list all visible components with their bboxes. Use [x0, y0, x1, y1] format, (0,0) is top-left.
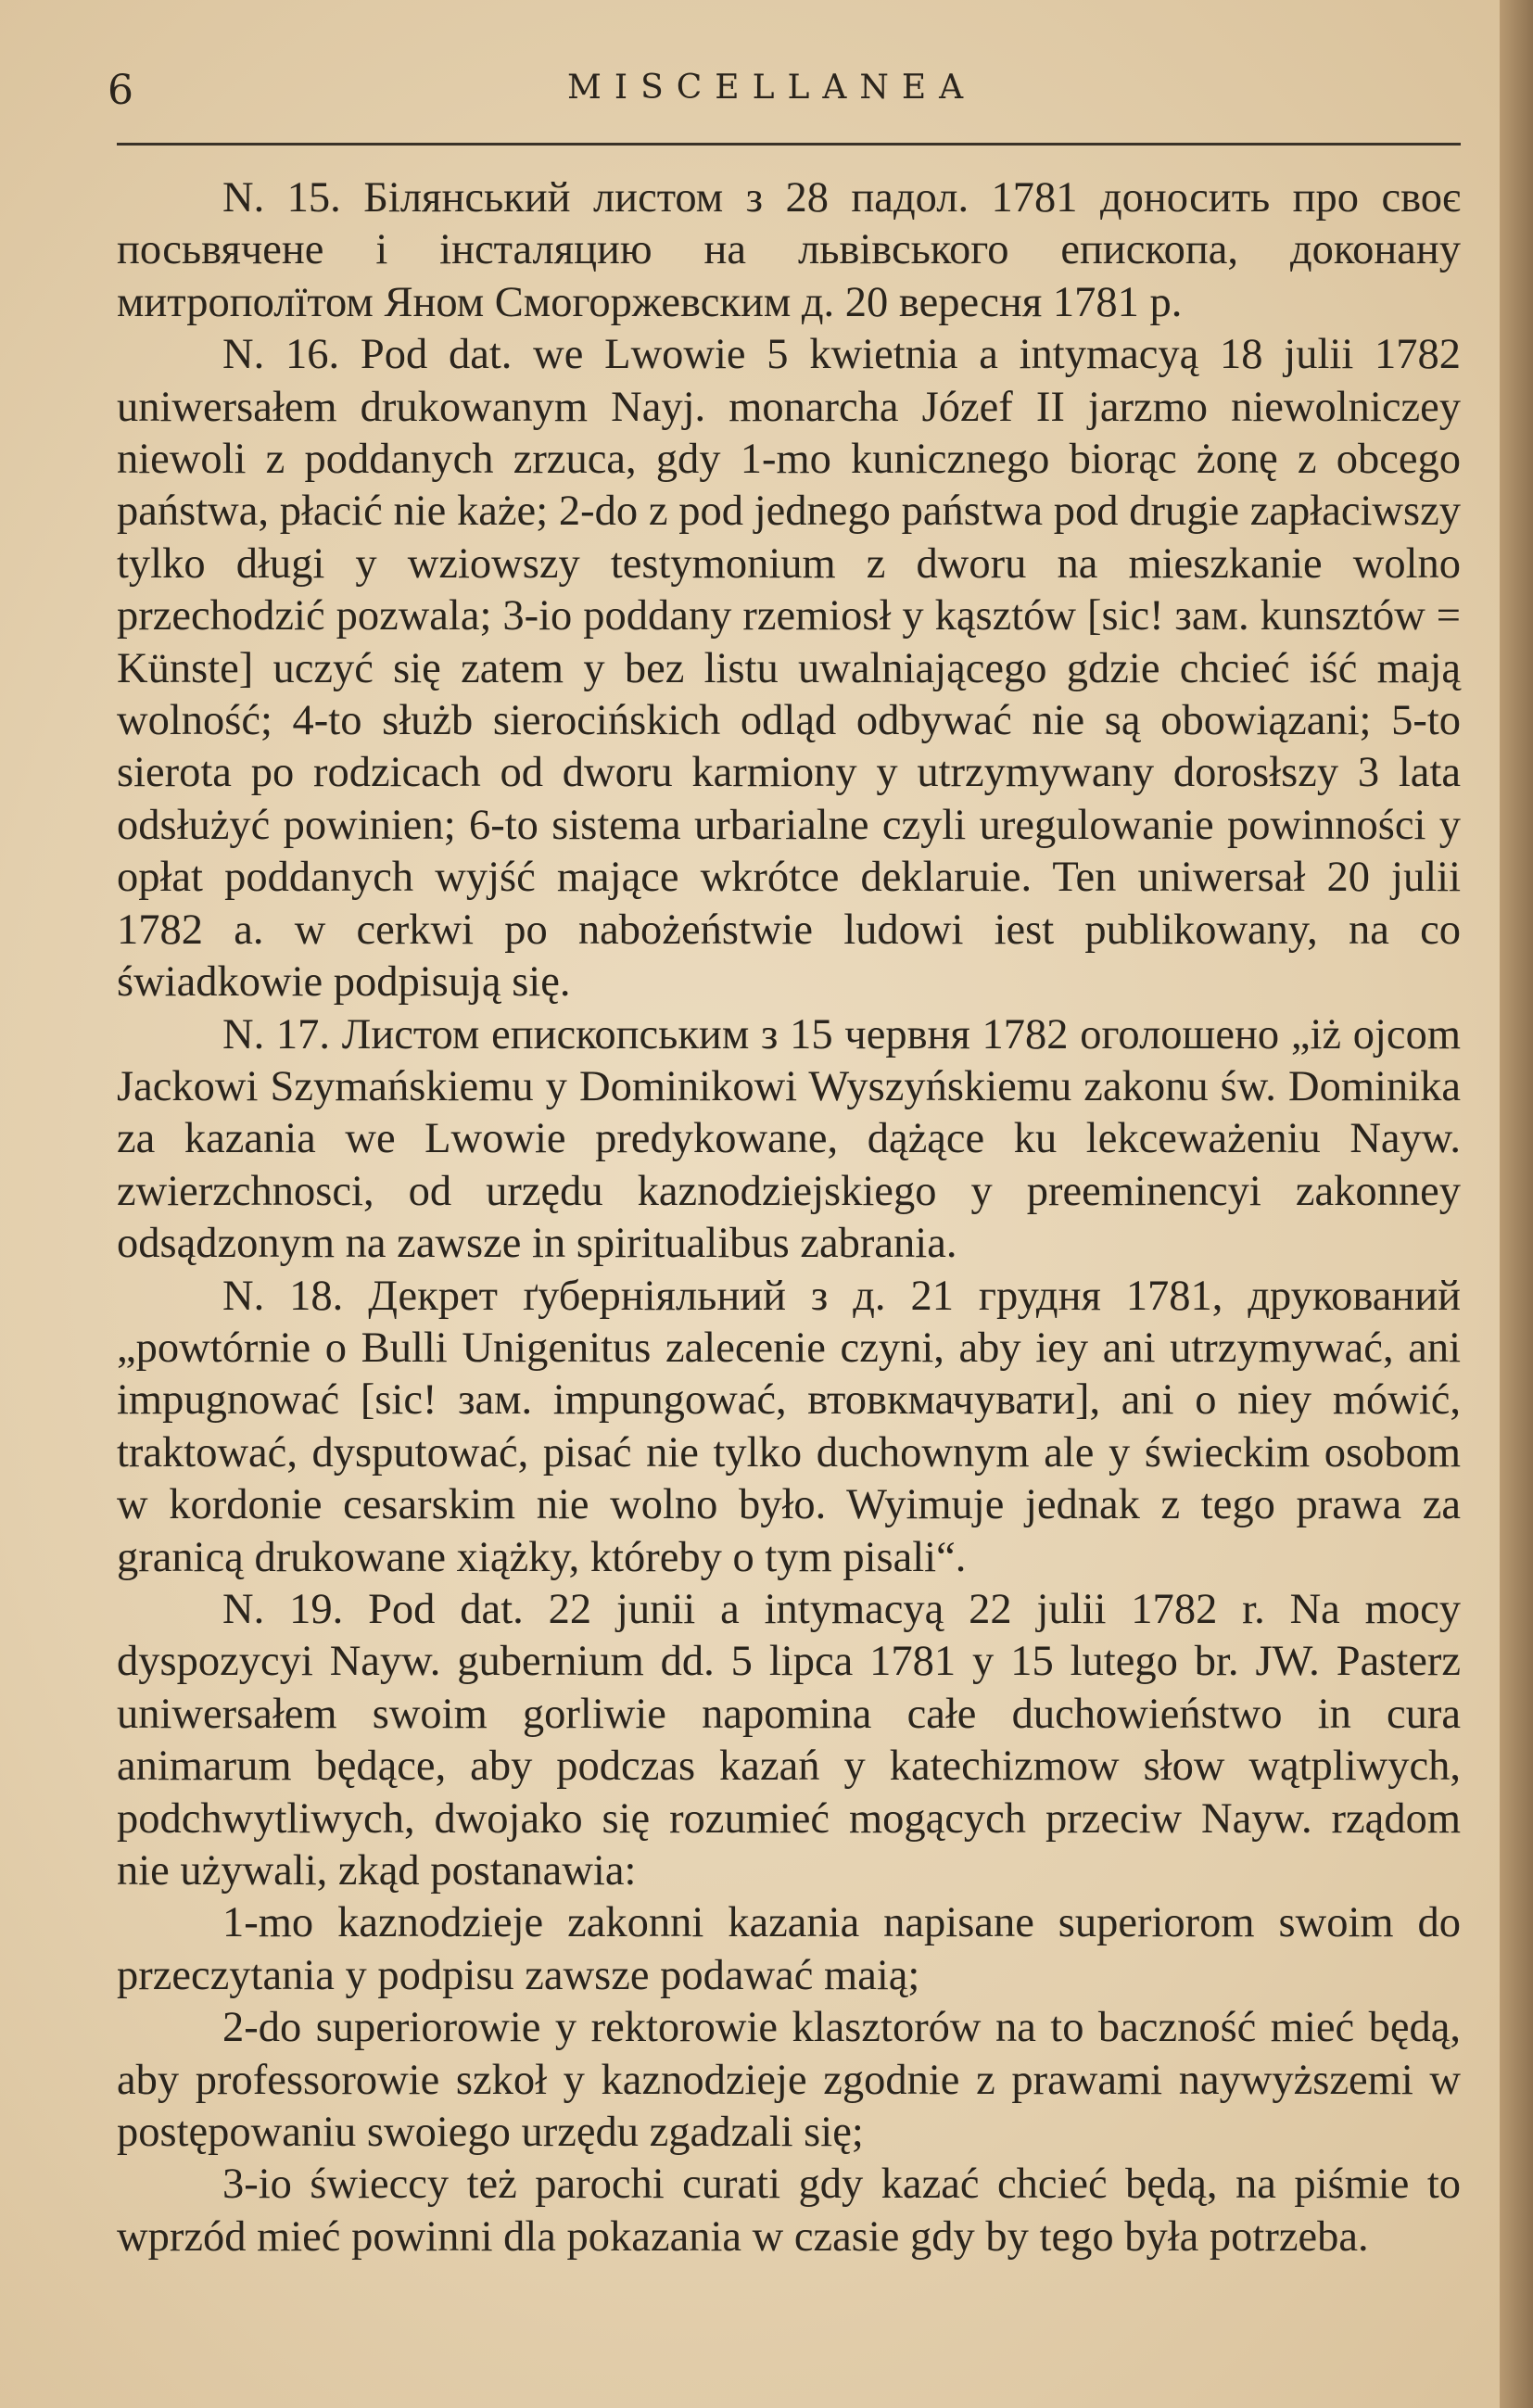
header-rule — [117, 143, 1461, 146]
page-header — [104, 59, 1457, 115]
entry-n19-point-2: 2-do superiorowie y rektorowie klasztorów na to baczność mieć będą, aby professorowie szkoł y kaznodzieje zgodnie z prawami naywyższemi w postępowaniu swoiego urzędu zgadzali się; — [117, 2004, 1461, 2157]
entry-n17: N. 17. Листом епископським з 15 червня 1782 оголошено „iż ojcom Jackowi Szymańskiemu y Dominikowi Wyszyńskiemu zakonu św. Dominika za kazania we Lwowie predykowane, dążące ku lekceważeniu Nayw. zwierzchnosci, od urzędu kaznodziejskiego y preeminencyi zakonney odsądzonym na zawsze in spiritualibus zabrania. — [117, 1010, 1461, 1268]
entry-n16: N. 16. Pod dat. we Lwowie 5 kwietnia a intymacyą 18 julii 1782 uniwersałem drukowanym Nayj. monarcha Józef II jarzmo niewolniczey niewoli z poddanych zrzuca, gdy 1-mo kunicznego biorąc żonę z obcego państwa, płacić nie każe; 2-do z pod jednego państwa pod drugie zapłaciwszy tylko długi y wziowszy testymonium z dworu na mieszkanie wolno przechodzić pozwala; 3-io poddany rzemiosł y kąsztów [sic! зам. kunsztów = Künste] uczyć się zatem y bez listu uwalniającego gdzie chcieć iść mają wolność; 4-to służb sierocińskich odląd odbywać nie są obowiązani; 5-to sierota po rodzicach od dworu karmiony y utrzymywany dorosłszy 3 lata odsłużyć powinien; 6-to sistema urbarialne czyli uregulowanie powinności y opłat poddanych wyjść mające wkrótce deklaruie. Ten uniwersał 20 julii 1782 a. w cerkwi po nabożeństwie ludowi iest publikowany, na co świadkowie podpisują się. — [117, 331, 1461, 1007]
entry-n15: N. 15. Білянський листом з 28 падол. 1781 доносить про своє посьвячене і інсталяцию на львівського епископа, доконану митрополїтом Яном Смогоржевским д. 20 вересня 1781 р. — [117, 174, 1461, 326]
running-title: MISCELLANEA — [567, 69, 977, 107]
entry-n19-point-3: 3-io świeccy też parochi curati gdy kazać chcieć będą, na piśmie to wprzód mieć powinni dla pokazania w czasie gdy by tego była potrzeba. — [117, 2161, 1461, 2261]
body-text — [117, 172, 1461, 2263]
page-gutter-edge — [1500, 0, 1533, 2408]
entry-n18: N. 18. Декрет ґуберніяльний з д. 21 грудня 1781, друкований „powtórnie o Bulli Unigenitus zalecenie czyni, aby iey ani utrzymywać, ani impugnować [sic! зам. impungować, втовкмачувати], ani o niey mówić, traktować, dysputować, pisać nie tylko duchownym ale y świeckim osobom w kordonie cesarskim nie wolno było. Wyimuje jednak z tego prawa za granicą drukowane xiążky, któreby o tym pisali“. — [117, 1272, 1461, 1581]
entry-n19-point-1: 1-mo kaznodzieje zakonni kazania napisane superiorom swoim do przeczytania y podpisu zawsze podawać maią; — [117, 1899, 1461, 1999]
entry-n19: N. 19. Pod dat. 22 junii a intymacyą 22 julii 1782 r. Na mocy dyspozycyi Nayw. gubernium dd. 5 lipca 1781 y 15 lutego br. JW. Pasterz uniwersałem swoim gorliwie napomina całe duchowieństwo in cura animarum będące, aby podczas kazań y katechizmow słow wątpliwych, podchwytliwych, dwojako się rozumieć mogących przeciw Nayw. rządom nie używali, zkąd postanawia: — [117, 1585, 1461, 1895]
page-number: 6 — [108, 67, 133, 114]
